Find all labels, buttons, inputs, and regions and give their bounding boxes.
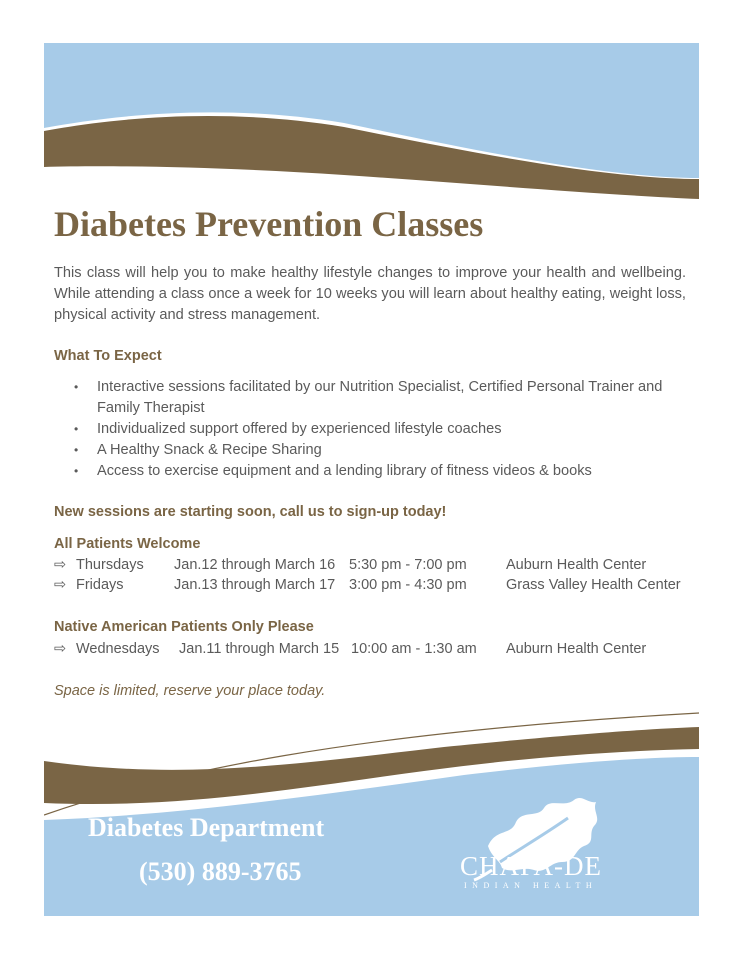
list-item: • Individualized support offered by experienced lifestyle coaches bbox=[54, 419, 686, 440]
arrow-icon: ⇨ bbox=[54, 557, 67, 573]
department-name: Diabetes Department bbox=[88, 813, 325, 842]
session-location: Auburn Health Center bbox=[506, 641, 647, 657]
flyer-title: Diabetes Prevention Classes bbox=[54, 204, 484, 244]
signup-callout: New sessions are starting soon, call us to sign-up today! bbox=[54, 504, 447, 520]
session-time: 5:30 pm - 7:00 pm bbox=[349, 557, 467, 573]
top-wave-banner bbox=[44, 43, 699, 203]
session-location: Grass Valley Health Center bbox=[506, 577, 681, 593]
session-time: 10:00 am - 1:30 am bbox=[351, 641, 477, 657]
arrow-icon: ⇨ bbox=[54, 641, 67, 657]
all-patients-heading: All Patients Welcome bbox=[54, 536, 201, 552]
logo-subtitle: INDIAN HEALTH bbox=[464, 881, 598, 890]
session-day: Fridays bbox=[76, 577, 124, 593]
flyer bbox=[44, 43, 699, 916]
session-day: Thursdays bbox=[76, 557, 144, 573]
list-item: • Access to exercise equipment and a lending library of fitness videos & books bbox=[54, 461, 686, 482]
list-item: • A Healthy Snack & Recipe Sharing bbox=[54, 440, 686, 461]
intro-paragraph: This class will help you to make healthy lifestyle changes to improve your health and wellbeing. While attending a class once a week for 10 weeks you will learn about healthy eating, weight loss, physical activity and stress management. bbox=[54, 265, 686, 323]
session-dates: Jan.12 through March 16 bbox=[174, 557, 336, 573]
logo-wordmark: CHAPA-DE bbox=[460, 851, 603, 881]
bullet-icon: • bbox=[74, 380, 79, 394]
closing-note: Space is limited, reserve your place today. bbox=[54, 683, 326, 699]
session-dates: Jan.11 through March 15 bbox=[179, 641, 340, 657]
session-dates: Jan.13 through March 17 bbox=[174, 577, 336, 593]
session-location: Auburn Health Center bbox=[506, 557, 647, 573]
expect-heading: What To Expect bbox=[54, 348, 162, 364]
session-time: 3:00 pm - 4:30 pm bbox=[349, 577, 467, 593]
bullet-icon: • bbox=[74, 464, 79, 478]
arrow-icon: ⇨ bbox=[54, 577, 67, 593]
bullet-icon: • bbox=[74, 422, 79, 436]
session-day: Wednesdays bbox=[76, 641, 160, 657]
department-phone: (530) 889-3765 bbox=[139, 857, 302, 886]
bullet-icon: • bbox=[74, 443, 79, 457]
native-patients-heading: Native American Patients Only Please bbox=[54, 619, 314, 635]
expect-list bbox=[54, 377, 686, 482]
list-item: • Interactive sessions facilitated by our Nutrition Specialist, Certified Personal Trainer and Family Therapist bbox=[74, 379, 663, 416]
